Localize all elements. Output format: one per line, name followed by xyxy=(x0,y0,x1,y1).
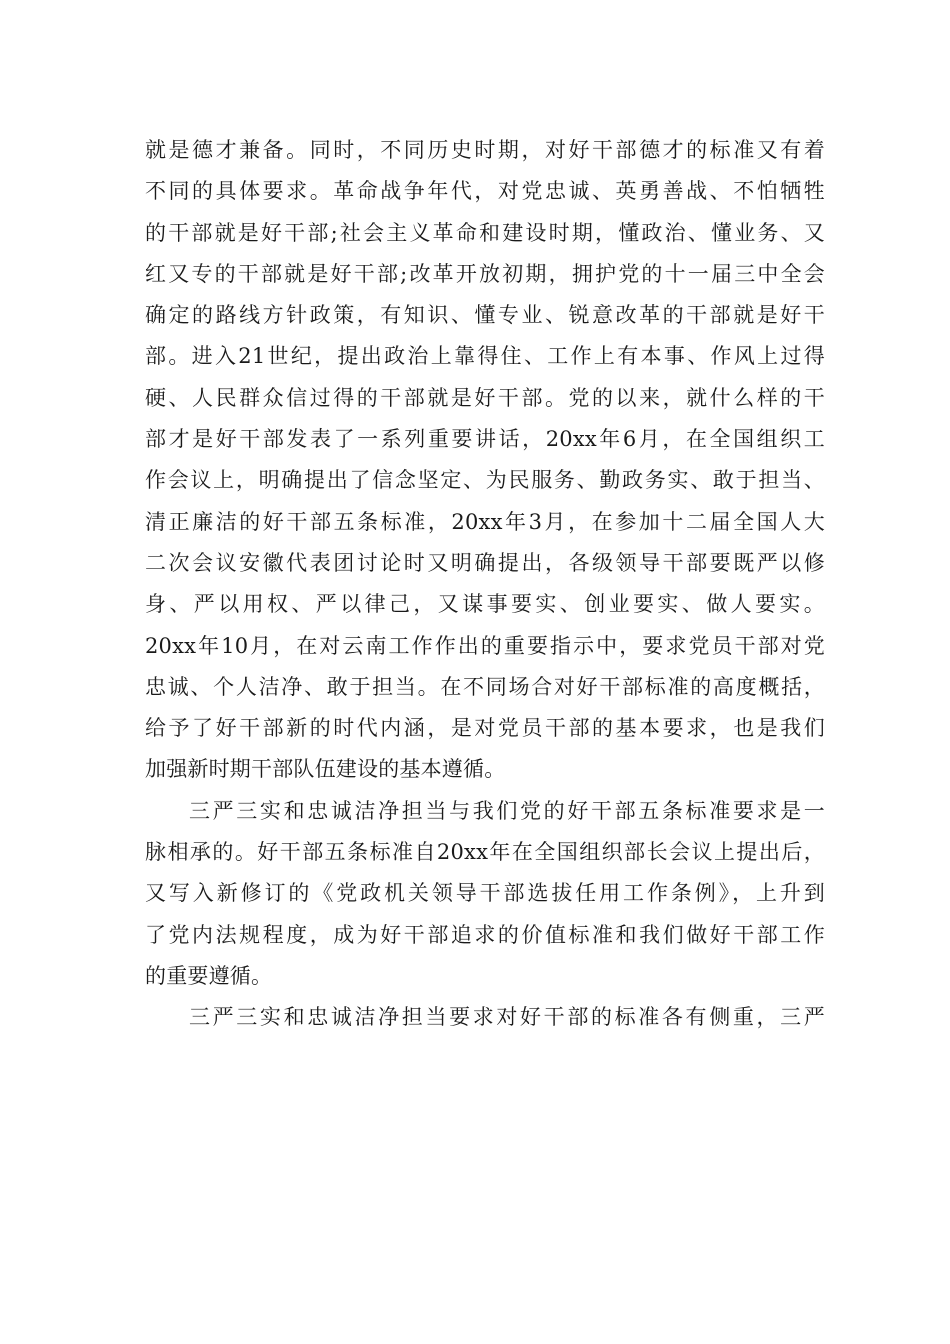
text-line: 了党内法规程度，成为好干部追求的价值标准和我们做好干部工作 xyxy=(145,922,825,947)
text-line: 20xx年10月，在对云南工作作出的重要指示中，要求党员干部对党 xyxy=(145,633,825,658)
text-line: 不同的具体要求。革命战争年代，对党忠诚、英勇善战、不怕牺牲 xyxy=(145,179,825,204)
text-line: 的干部就是好干部;社会主义革命和建设时期，懂政治、懂业务、又 xyxy=(145,220,825,245)
paragraph-start-line: 三严三实和忠诚洁净担当与我们党的好干部五条标准要求是一 xyxy=(189,798,825,823)
text-line: 加强新时期干部队伍建设的基本遵循。 xyxy=(145,757,506,782)
text-line: 部。进入21世纪，提出政治上靠得住、工作上有本事、作风上过得 xyxy=(145,344,825,369)
text-line: 作会议上，明确提出了信念坚定、为民服务、勤政务实、敢于担当、 xyxy=(145,468,825,493)
text-line: 的重要遵循。 xyxy=(145,963,273,988)
text-line: 给予了好干部新的时代内涵，是对党员干部的基本要求，也是我们 xyxy=(145,716,825,741)
text-line: 身、严以用权、严以律己，又谋事要实、创业要实、做人要实。 xyxy=(145,592,825,617)
text-line: 红又专的干部就是好干部;改革开放初期，拥护党的十一届三中全会 xyxy=(145,261,825,286)
text-line: 脉相承的。好干部五条标准自20xx年在全国组织部长会议上提出后， xyxy=(145,840,825,865)
text-line: 又写入新修订的《党政机关领导干部选拔任用工作条例》，上升到 xyxy=(145,881,825,906)
body-text xyxy=(145,130,825,1039)
text-line: 确定的路线方针政策，有知识、懂专业、锐意改革的干部就是好干 xyxy=(145,303,825,328)
text-line: 硬、人民群众信过得的干部就是好干部。党的以来，就什么样的干 xyxy=(145,385,825,410)
text-line: 二次会议安徽代表团讨论时又明确提出，各级领导干部要既严以修 xyxy=(145,550,825,575)
text-line: 忠诚、个人洁净、敢于担当。在不同场合对好干部标准的高度概括， xyxy=(145,674,825,699)
paragraph-start-line: 三严三实和忠诚洁净担当要求对好干部的标准各有侧重，三严 xyxy=(189,1005,825,1030)
text-line: 清正廉洁的好干部五条标准，20xx年3月，在参加十二届全国人大 xyxy=(145,509,825,534)
text-line: 部才是好干部发表了一系列重要讲话，20xx年6月，在全国组织工 xyxy=(145,427,825,452)
text-line: 就是德才兼备。同时，不同历史时期，对好干部德才的标准又有着 xyxy=(145,138,825,162)
